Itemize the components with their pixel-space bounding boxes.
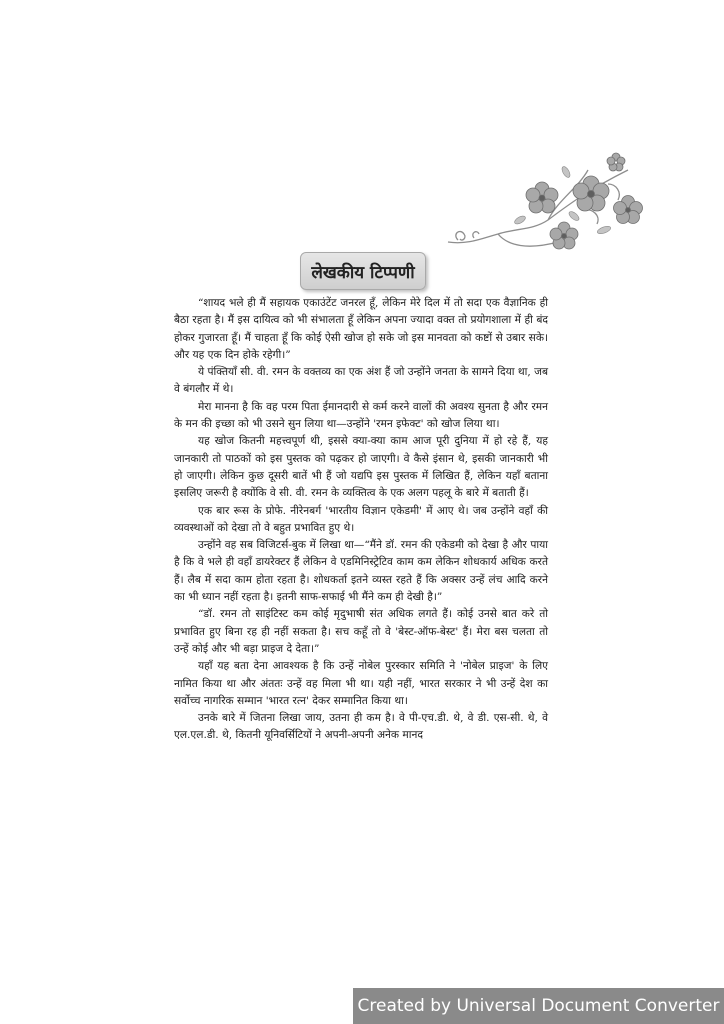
paragraph: यह खोज कितनी महत्त्वपूर्ण थी, इससे क्या-क्या काम आज पूरी दुनिया में हो रहे हैं, यह जानकारी तो पाठकों को इस पुस्तक को पढ़कर हो जाएगी। वे कैसे इंसान थे, इसकी जानकारी भी हो जाएगी। लेकिन कुछ दूसरी बातें भी हैं जो यद्यपि इस पुस्तक में लिखित हैं, लेकिन यहाँ बताना इसलिए जरूरी है क्योंकि वे सी. वी. रमन के व्यक्तित्व के एक अलग पहलू के बारे में बताती हैं। bbox=[174, 435, 548, 500]
paragraph: उन्होंने वह सब विजिटर्स-बुक में लिखा था—“मैंने डॉ. रमन की एकेडमी को देखा है और पाया है कि वे भले ही वहाँ डायरेक्टर हैं लेकिन वे एडमिनिस्ट्रेटिव काम कम लेकिन शोधकार्य अधिक करते हैं। लैब में सदा काम होता रहता है। शोधकर्ता इतने व्यस्त रहते हैं कि अक्सर उन्हें लंच आदि करने का भी ध्यान नहीं रहता है। इतनी साफ-सफाई भी मैंने कम ही देखी है।” bbox=[174, 539, 548, 604]
body-text bbox=[174, 295, 548, 745]
paragraph: “डॉ. रमन तो साइंटिस्ट कम कोई मृदुभाषी संत अधिक लगते हैं। कोई उनसे बात करे तो प्रभावित हुए बिना रह ही नहीं सकता है। सच कहूँ तो वे 'बेस्ट-ऑफ-बेस्ट' हैं। मेरा बस चलता तो उन्हें कोई और भी बड़ा प्राइज दे देता।” bbox=[174, 608, 548, 655]
floral-ornament-icon bbox=[438, 150, 648, 260]
page-title: लेखकीय टिप्पणी bbox=[311, 262, 415, 283]
paragraph: मेरा मानना है कि वह परम पिता ईमानदारी से कर्म करने वालों की अवश्य सुनता है और रमन के मन की इच्छा को भी उसने सुन लिया था—उन्होंने 'रमन इफेक्ट' को खोज लिया था। bbox=[174, 400, 548, 431]
heading-banner bbox=[300, 252, 426, 290]
watermark: Created by Universal Document Converter bbox=[353, 988, 724, 1024]
paragraph: ये पंक्तियाँ सी. वी. रमन के वक्तव्य का एक अंश हैं जो उन्होंने जनता के सामने दिया था, जब वे बंगलौर में थे। bbox=[174, 366, 548, 396]
paragraph: उनके बारे में जितना लिखा जाय, उतना ही कम है। वे पी-एच.डी. थे, वे डी. एस-सी. थे, वे एल.एल.डी. थे, कितनी यूनिवर्सिटियों ने अपनी-अपनी अनेक मानद bbox=[174, 712, 548, 742]
paragraph: एक बार रूस के प्रोफे. नीरेनबर्ग 'भारतीय विज्ञान एकेडमी' में आए थे। जब उन्होंने वहाँ की व्यवस्थाओं को देखा तो वे बहुत प्रभावित हुए थे। bbox=[174, 504, 548, 534]
paragraph: यहाँ यह बता देना आवश्यक है कि उन्हें नोबेल पुरस्कार समिति ने 'नोबेल प्राइज' के लिए नामित किया था और अंततः उन्हें वह मिला भी था। यही नहीं, भारत सरकार ने भी उन्हें देश का सर्वोच्च नागरिक सम्मान 'भारत रत्न' देकर सम्मानित किया था। bbox=[174, 660, 548, 707]
paragraph: “शायद भले ही मैं सहायक एकाउंटेंट जनरल हूँ, लेकिन मेरे दिल में तो सदा एक वैज्ञानिक ही बैठा रहता है। मैं इस दायित्व को भी संभालता हूँ लेकिन अपना ज्यादा वक्त तो प्रयोगशाला में ही बंद होकर गुजारता हूँ। मैं चाहता हूँ कि कोई ऐसी खोज हो सके जो इस मानवता को कष्टों से उबार सके। और यह एक दिन होके रहेगी।” bbox=[174, 297, 548, 361]
